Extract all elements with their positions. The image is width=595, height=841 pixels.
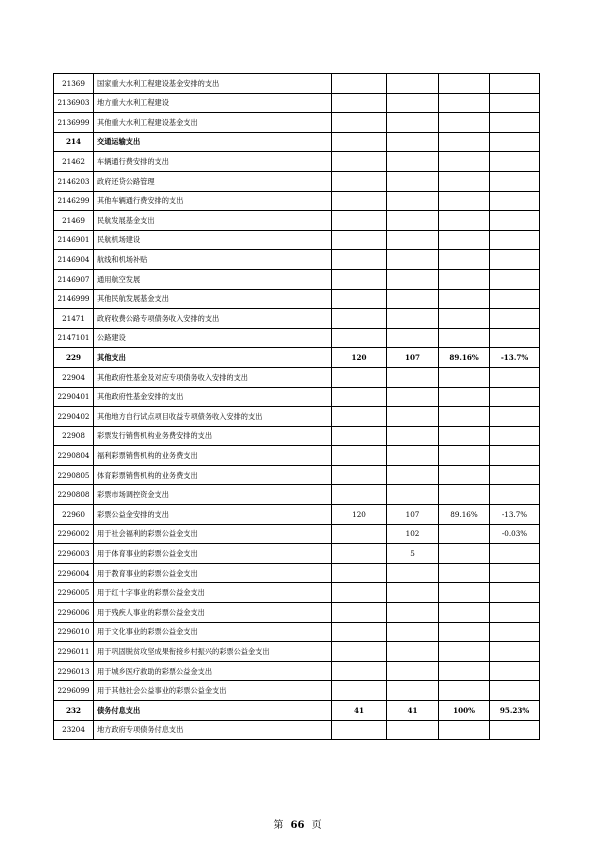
row-col-4 [490, 230, 540, 250]
row-col-3 [439, 563, 490, 583]
row-col-1 [332, 132, 387, 152]
row-code: 2146901 [54, 230, 94, 250]
row-col-4 [490, 74, 540, 94]
row-col-3 [439, 230, 490, 250]
table-row [54, 426, 540, 446]
row-name: 用于其他社会公益事业的彩票公益金支出 [94, 681, 332, 701]
row-code: 2290401 [54, 387, 94, 407]
row-col-2 [387, 446, 439, 466]
row-col-1 [332, 524, 387, 544]
table-row [54, 387, 540, 407]
row-col-2 [387, 171, 439, 191]
row-col-2 [387, 622, 439, 642]
row-col-1 [332, 113, 387, 133]
row-col-3 [439, 328, 490, 348]
row-code: 2146299 [54, 191, 94, 211]
table-row [54, 603, 540, 623]
row-col-1 [332, 191, 387, 211]
row-code: 21369 [54, 74, 94, 94]
row-col-1 [332, 622, 387, 642]
row-col-3 [439, 544, 490, 564]
row-col-2 [387, 289, 439, 309]
row-col-2 [387, 152, 439, 172]
row-col-3 [439, 152, 490, 172]
row-col-1 [332, 211, 387, 231]
row-col-3 [439, 269, 490, 289]
row-col-2 [387, 387, 439, 407]
row-col-3 [439, 465, 490, 485]
row-col-1 [332, 544, 387, 564]
table-row [54, 642, 540, 662]
table-row [54, 74, 540, 94]
table-row [54, 701, 540, 721]
row-code: 2136999 [54, 113, 94, 133]
row-name: 航线和机场补贴 [94, 250, 332, 270]
table-row [54, 485, 540, 505]
row-col-3 [439, 583, 490, 603]
row-code: 2296013 [54, 661, 94, 681]
row-col-1 [332, 681, 387, 701]
row-col-4 [490, 426, 540, 446]
row-name: 政府还贷公路管理 [94, 171, 332, 191]
row-col-4 [490, 132, 540, 152]
row-code: 22960 [54, 505, 94, 525]
row-col-2 [387, 250, 439, 270]
row-col-2 [387, 367, 439, 387]
row-code: 2146999 [54, 289, 94, 309]
row-name: 其他政府性基金安排的支出 [94, 387, 332, 407]
row-col-2 [387, 211, 439, 231]
row-name: 用于残疾人事业的彩票公益金支出 [94, 603, 332, 623]
row-code: 2146203 [54, 171, 94, 191]
row-col-2: 5 [387, 544, 439, 564]
row-col-1 [332, 563, 387, 583]
table-row [54, 524, 540, 544]
table-row [54, 328, 540, 348]
row-col-3 [439, 74, 490, 94]
row-col-1 [332, 328, 387, 348]
table-row [54, 289, 540, 309]
row-col-3 [439, 113, 490, 133]
row-col-4 [490, 583, 540, 603]
row-col-3 [439, 681, 490, 701]
row-code: 2146904 [54, 250, 94, 270]
row-code: 232 [54, 701, 94, 721]
row-col-1 [332, 583, 387, 603]
row-col-2 [387, 309, 439, 329]
table-row [54, 563, 540, 583]
row-col-3 [439, 93, 490, 113]
row-col-4 [490, 269, 540, 289]
row-col-3 [439, 191, 490, 211]
row-col-2: 102 [387, 524, 439, 544]
row-col-1 [332, 603, 387, 623]
row-col-3 [439, 426, 490, 446]
page-number: 66 [290, 820, 305, 831]
row-col-4 [490, 720, 540, 740]
row-col-3 [439, 407, 490, 427]
row-col-3 [439, 524, 490, 544]
row-code: 2296099 [54, 681, 94, 701]
row-col-2 [387, 74, 439, 94]
row-col-4 [490, 407, 540, 427]
row-col-1 [332, 426, 387, 446]
row-code: 21471 [54, 309, 94, 329]
table-row [54, 583, 540, 603]
row-col-3: 89.16% [439, 348, 490, 368]
row-col-2 [387, 132, 439, 152]
row-col-4 [490, 328, 540, 348]
table-row [54, 191, 540, 211]
table-row [54, 720, 540, 740]
row-col-3 [439, 720, 490, 740]
row-col-2 [387, 642, 439, 662]
row-name: 民航发展基金支出 [94, 211, 332, 231]
row-col-4 [490, 485, 540, 505]
row-code: 2296006 [54, 603, 94, 623]
row-col-4 [490, 152, 540, 172]
row-name: 其他重大水利工程建设基金支出 [94, 113, 332, 133]
table-row [54, 93, 540, 113]
row-name: 其他支出 [94, 348, 332, 368]
row-col-3 [439, 661, 490, 681]
row-col-1 [332, 387, 387, 407]
table-row [54, 407, 540, 427]
row-col-2 [387, 603, 439, 623]
row-col-1: 120 [332, 505, 387, 525]
row-col-1 [332, 269, 387, 289]
table-row [54, 230, 540, 250]
row-code: 2296010 [54, 622, 94, 642]
row-col-3 [439, 309, 490, 329]
row-col-3 [439, 250, 490, 270]
row-col-4 [490, 563, 540, 583]
row-name: 彩票公益金安排的支出 [94, 505, 332, 525]
row-col-1 [332, 720, 387, 740]
row-col-4 [490, 446, 540, 466]
row-col-2 [387, 426, 439, 446]
row-col-1 [332, 642, 387, 662]
row-col-4: 95.23% [490, 701, 540, 721]
row-code: 2146907 [54, 269, 94, 289]
table-row [54, 505, 540, 525]
row-name: 用于红十字事业的彩票公益金支出 [94, 583, 332, 603]
row-col-4: -0.03% [490, 524, 540, 544]
row-code: 229 [54, 348, 94, 368]
table-row [54, 465, 540, 485]
row-code: 2147101 [54, 328, 94, 348]
row-col-1 [332, 250, 387, 270]
row-col-4 [490, 661, 540, 681]
row-code: 2296011 [54, 642, 94, 662]
row-col-4 [490, 367, 540, 387]
table-row [54, 446, 540, 466]
row-name: 其他政府性基金及对应专项债务收入安排的支出 [94, 367, 332, 387]
row-col-1 [332, 152, 387, 172]
row-col-1: 41 [332, 701, 387, 721]
row-name: 国家重大水利工程建设基金安排的支出 [94, 74, 332, 94]
row-name: 通用航空发展 [94, 269, 332, 289]
row-col-3 [439, 367, 490, 387]
row-code: 214 [54, 132, 94, 152]
row-col-3 [439, 446, 490, 466]
row-col-4 [490, 250, 540, 270]
row-col-4 [490, 289, 540, 309]
row-col-3: 100% [439, 701, 490, 721]
row-col-4 [490, 309, 540, 329]
row-name: 用于教育事业的彩票公益金支出 [94, 563, 332, 583]
row-col-2 [387, 113, 439, 133]
row-code: 2290805 [54, 465, 94, 485]
row-name: 其他车辆通行费安排的支出 [94, 191, 332, 211]
row-name: 交通运输支出 [94, 132, 332, 152]
row-col-2: 107 [387, 348, 439, 368]
row-name: 用于体育事业的彩票公益金支出 [94, 544, 332, 564]
row-col-1 [332, 367, 387, 387]
row-name: 彩票发行销售机构业务费安排的支出 [94, 426, 332, 446]
row-name: 福利彩票销售机构的业务费支出 [94, 446, 332, 466]
row-name: 债务付息支出 [94, 701, 332, 721]
row-name: 用于社会福利的彩票公益金支出 [94, 524, 332, 544]
row-col-4 [490, 681, 540, 701]
row-name: 地方重大水利工程建设 [94, 93, 332, 113]
table-row [54, 171, 540, 191]
row-code: 21469 [54, 211, 94, 231]
row-col-2: 41 [387, 701, 439, 721]
row-col-1 [332, 407, 387, 427]
row-col-4 [490, 622, 540, 642]
row-col-2 [387, 720, 439, 740]
row-col-3 [439, 642, 490, 662]
row-col-2 [387, 681, 439, 701]
row-code: 22908 [54, 426, 94, 446]
row-col-2 [387, 230, 439, 250]
row-name: 公路建设 [94, 328, 332, 348]
row-col-3: 89.16% [439, 505, 490, 525]
row-col-3 [439, 289, 490, 309]
row-code: 2136903 [54, 93, 94, 113]
row-col-3 [439, 132, 490, 152]
table-row [54, 250, 540, 270]
row-name: 彩票市场调控资金支出 [94, 485, 332, 505]
row-col-1 [332, 661, 387, 681]
row-col-4 [490, 465, 540, 485]
row-col-1 [332, 465, 387, 485]
row-col-4 [490, 642, 540, 662]
row-col-2: 107 [387, 505, 439, 525]
row-name: 其他民航发展基金支出 [94, 289, 332, 309]
row-col-4 [490, 603, 540, 623]
row-code: 21462 [54, 152, 94, 172]
row-col-3 [439, 603, 490, 623]
row-col-2 [387, 661, 439, 681]
row-col-1: 120 [332, 348, 387, 368]
row-col-1 [332, 171, 387, 191]
budget-table [53, 73, 540, 740]
row-code: 23204 [54, 720, 94, 740]
row-col-4 [490, 93, 540, 113]
footer-prefix: 第 [273, 820, 284, 831]
row-col-1 [332, 309, 387, 329]
table-row [54, 309, 540, 329]
row-col-4: -13.7% [490, 505, 540, 525]
table-row [54, 113, 540, 133]
row-col-1 [332, 289, 387, 309]
row-col-2 [387, 485, 439, 505]
row-col-4 [490, 171, 540, 191]
row-code: 2290804 [54, 446, 94, 466]
row-col-2 [387, 563, 439, 583]
table-row [54, 367, 540, 387]
row-code: 2296002 [54, 524, 94, 544]
row-col-1 [332, 74, 387, 94]
row-name: 其他地方自行试点项目收益专项债务收入安排的支出 [94, 407, 332, 427]
row-col-1 [332, 230, 387, 250]
row-code: 2296003 [54, 544, 94, 564]
row-name: 体育彩票销售机构的业务费支出 [94, 465, 332, 485]
row-name: 民航机场建设 [94, 230, 332, 250]
page-footer [0, 816, 595, 831]
table-row [54, 211, 540, 231]
row-col-2 [387, 269, 439, 289]
table-row [54, 661, 540, 681]
table-row [54, 681, 540, 701]
table-row [54, 622, 540, 642]
row-col-3 [439, 622, 490, 642]
row-code: 22904 [54, 367, 94, 387]
row-col-3 [439, 171, 490, 191]
table-row [54, 152, 540, 172]
table-row [54, 132, 540, 152]
row-name: 用于城乡医疗救助的彩票公益金支出 [94, 661, 332, 681]
table-row [54, 348, 540, 368]
row-col-4 [490, 191, 540, 211]
row-col-4 [490, 113, 540, 133]
footer-suffix: 页 [311, 820, 322, 831]
row-code: 2296005 [54, 583, 94, 603]
row-col-2 [387, 93, 439, 113]
row-col-4 [490, 211, 540, 231]
row-name: 用于巩固脱贫攻坚成果衔接乡村振兴的彩票公益金支出 [94, 642, 332, 662]
row-col-3 [439, 387, 490, 407]
row-code: 2296004 [54, 563, 94, 583]
row-name: 用于文化事业的彩票公益金支出 [94, 622, 332, 642]
row-name: 车辆通行费安排的支出 [94, 152, 332, 172]
row-code: 2290402 [54, 407, 94, 427]
row-col-2 [387, 328, 439, 348]
row-col-1 [332, 446, 387, 466]
row-col-2 [387, 583, 439, 603]
row-col-2 [387, 191, 439, 211]
row-col-2 [387, 465, 439, 485]
row-col-3 [439, 485, 490, 505]
row-col-4: -13.7% [490, 348, 540, 368]
row-code: 2290808 [54, 485, 94, 505]
row-col-4 [490, 544, 540, 564]
row-col-1 [332, 93, 387, 113]
row-col-1 [332, 485, 387, 505]
row-col-4 [490, 387, 540, 407]
table-row [54, 544, 540, 564]
table-row [54, 269, 540, 289]
row-name: 政府收费公路专项债务收入安排的支出 [94, 309, 332, 329]
row-col-3 [439, 211, 490, 231]
row-col-2 [387, 407, 439, 427]
row-name: 地方政府专项债务付息支出 [94, 720, 332, 740]
table-body [54, 74, 540, 740]
